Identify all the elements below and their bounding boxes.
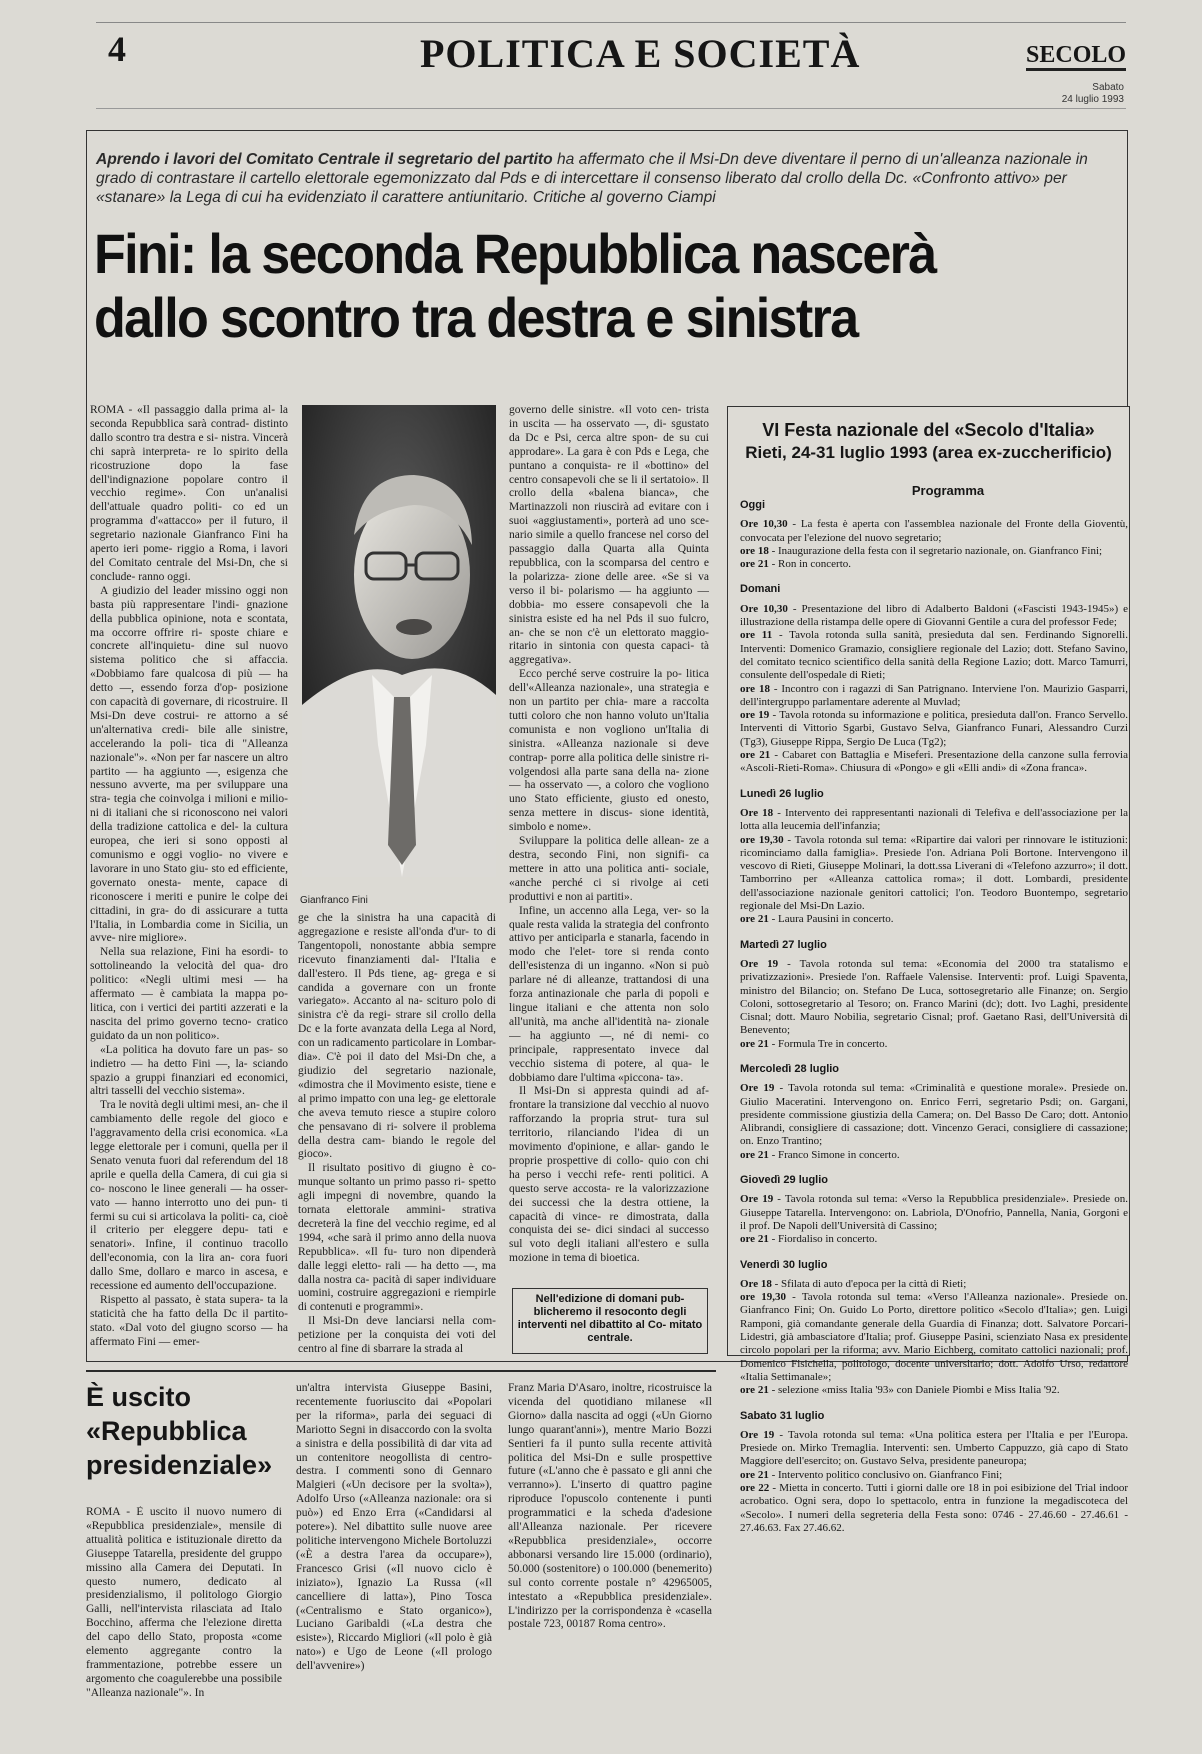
program-event: Ore 19 - Tavola rotonda sul tema: «Economia del 2000 tra statalismo e privatizzazioni». Presiede l'on. Raffaele Valensise. Interventi: prof. Luigi Spaventa, ministro del Bilancio; on. Stefano De Luca, sottosegretario alle Finanze; on. Sergio Coloni, sottosegretario al Tesoro; on. Franco Marini (dc); dott. Ivo Laghi, presidente Cisnal; dott. Mauro Nobilia, segretario Cisnal; prof. Gaetano Rasi, dell'Università di Benevento; [740, 957, 1129, 1037]
paragraph: ROMA - «Il passaggio dalla prima al- la seconda Repubblica sarà contrad- distinto dallo scontro tra destra e si- nistra. Vincerà chi saprà interpreta- re lo spirito della ricostruzione dopo la fase dell'indignazione popolare contro il vecchio regime». Con un'analisi dell'attuale quadro politi- co ed un programma d'«attacco» per il futuro, il segretario nazionale Gianfranco Fini ha aperto ieri pome- riggio a Roma, i lavori del Comitato centrale del Msi-Dn, che si conclude- ranno oggi. [90, 404, 288, 583]
headline-line-1: Fini: la seconda Repubblica nascerà [94, 222, 936, 285]
festa-subtitle: Rieti, 24-31 luglio 1993 (area ex-zuccherificio) [745, 443, 1112, 462]
paragraph: Infine, un accenno alla Lega, ver- so la quale resta valida la strategia del confronto attivo per anticiparla e stanarla, facendo in modo che l'elet- tore si renda conto dell'esistenza di un inganno. «Non si può parlare né di alleanze, trattandosi di una forza antinazionale che parla di popoli e lingue italiani e che attenta non solo all'unità, ma anche all'identità na- zionale — ha aggiunto —, né di nemi- co principale, rappresentato invece dal vecchio sistema di potere, al qua- le dobbiamo dare l'ultima «piccona- ta». [509, 904, 709, 1084]
program-event: ore 19 - Tavola rotonda su informazione e politica, presieduta dall'on. Franco Servello. Interventi di Vittorio Sgarbi, Gustavo Selva, Gianfranco Funari, Alessandro Curzi (Tg3), Giuseppe Rippa, Sergio De Luca (Tg2); [740, 709, 1128, 748]
bottom-column-3 [508, 1382, 712, 1746]
day-heading: Venerdì 30 luglio [740, 1258, 828, 1271]
program-event: ore 21 - Intervento politico conclusivo on. Gianfranco Fini; [740, 1468, 1003, 1481]
program-event: Ore 18 - Intervento dei rappresentanti nazionali di Telefiva e dell'associazione per la lotta alla leucemia dell'infanzia; [740, 806, 1128, 833]
day-heading: Sabato 31 luglio [740, 1409, 825, 1422]
paragraph: ge che la sinistra ha una capacità di aggregazione e resiste all'onda d'ur- to di Tangentopoli, nonostante abbia sempre ricevuto finanziamenti dal- l'Italia e dall'estero. Il Pds tiene, ag- grega e si candida a governare con un fronte variegato». Accanto al na- scituro polo di sinistra c'è da regi- strare sil crollo della Dc e la forte avanzata della Lega al Nord, con un radicamento particolare in Lombar- dia». C'è poi il dato del Msi-Dn che, a giudizio del segretario nazionale, «dimostra che il Movimento esiste, tiene e al primo impatto con una leg- ge elettorale che aveva temuto riesce a stupire coloro che pensavano di ri- solvere il problema della destra cam- biando le regole del gioco». [298, 912, 496, 1161]
program-event: Ore 18 - Sfilata di auto d'epoca per la città di Rieti; [740, 1277, 967, 1290]
article-kicker [96, 150, 1096, 207]
program-event: Ore 10,30 - La festa è aperta con l'assemblea nazionale del Fronte della Gioventù, convocata per l'elezione del nuovo segretario; [740, 518, 1128, 544]
paragraph: Sviluppare la politica delle allean- ze a destra, secondo Fini, non signifi- ca mettere in atto una politica anti- sociale, «anche perché ci si rivolge ai ceti produttivi e non ai partiti». [509, 835, 709, 903]
program-label: Programma [911, 483, 985, 498]
day-heading: Domani [740, 583, 781, 596]
festa-program-box [727, 406, 1130, 1534]
masthead-rule [96, 108, 1126, 109]
bottom-column-2 [296, 1382, 492, 1746]
photo-caption: Gianfranco Fini [300, 895, 368, 906]
program-event: ore 21 - Franco Simone in concerto. [740, 1148, 900, 1161]
paragraph: Tra le novità degli ultimi mesi, an- che il cambiamento delle regole del gioco e l'aggravamento della crisi economica. «La legge elettorale per i comuni, quella per il Senato venuta fuori dal referendum del 18 aprile e quella della Camera, di cui gia si co- noscono le linee generali — ha osser- vato — hanno interrotto uno dei pun- ti fermi su cui si articolava la politi- ca, cioè il criterio per eleggere depu- tati e senatori». Infine, il continuo tracollo dell'economia, con la lira an- cora fuori dallo Sme, dollaro e marco in ascesa, e recessione ed aumento dell'occupazione. [90, 1099, 288, 1293]
bottom-column-1 [86, 1506, 282, 1746]
program-event: ore 18 - Inaugurazione della festa con il segretario nazionale, on. Gianfranco Fini; [740, 544, 1103, 557]
section-title: POLITICA E SOCIETÀ [420, 31, 861, 76]
paragraph: Il Msi-Dn deve lanciarsi nella com- petizione per la conquista dei voti del centro al fine di sbarrare la strada al [298, 1315, 496, 1356]
festa-title: VI Festa nazionale del «Secolo d'Italia» [762, 420, 1095, 440]
program-event: ore 22 - Mietta in concerto. Tutti i giorni dalle ore 18 in poi esibizione del Trial indoor acrobatico. Ogni sera, dopo lo spettacolo, entra in funzione la megadiscoteca del «Secolo». I numeri della segreteria della Festa sono: 0746 - 27.46.60 - 27.46.61 - 27.46.63. Fax 27.46.62. [740, 1482, 1128, 1534]
article-column-3 [509, 404, 709, 1282]
program-event: ore 21 - Ron in concerto. [740, 558, 852, 571]
headline-line-2: dallo scontro tra destra e sinistra [94, 286, 858, 349]
program-event: Ore 10,30 - Presentazione del libro di Adalberto Baldoni («Fascisti 1943-1945») e illustrazione della ristampa delle opere di Giovanni Gentile a cura del professor Fede; [740, 602, 1129, 629]
portrait-illustration [302, 405, 496, 877]
paragraph: A giudizio del leader missino oggi non basta più rappresentare l'indi- gnazione della pubblica opinione, nota e scontata, ma occorre offrire ri- sposte chiare e concrete all'inquietu- dine sul nuovo sistema politico che si affaccia. «Dobbiamo fare qualcosa di più — ha detto —, essendo forza d'op- posizione con capacità di governare, di ricostruire. Il Msi-Dn deve costrui- re attorno a sé un'alternativa credi- bile alle sinistre, accelerando la poli- tica di "Alleanza nazionale"». «Non per far nascere un altro partito — ha aggiunto —, esigenza che nessuno avverte, ma per sviluppare una stra- tegia che coinvolga i milioni e milio- ni di italiani che si riconoscono nei valori della tradizione cattolica e del- la cultura europea, che ieri si sono opposti al comunismo e oggi voglio- no vivere e lavorare in uno Stato giu- sto ed efficiente, governato onesta- mente, capace di riconoscere i meriti e punire le colpe dei cittadini, in gra- do di assicurare a tutta l'Italia, in Lombardia come in Sicilia, un avve- nire migliore». [90, 584, 288, 945]
next-edition-note: Nell'edizione di domani pub- blicheremo il resoconto degli interventi nel dibattito al Co- mitato centrale. [512, 1288, 708, 1354]
day-heading: Martedì 27 luglio [740, 938, 827, 951]
article-column-2 [298, 912, 496, 1357]
day-heading: Mercoledì 28 luglio [740, 1062, 840, 1075]
paragraph: Ecco perché serve costruire la po- litica dell'«Alleanza nazionale», una strategia e non un partito per chia- mare a raccolta tutti coloro che non hanno voluto un'Italia comunista e non vogliono un'Italia di sinistra. «Alleanza nazionale si deve contrap- porre alla politica delle sinistre ri- volgendosi alla parte sana della na- zione — ha osservato —, a coloro che vogliono uno Stato efficiente, giusto ed onesto, senza mettere in discus- sione identità, simbolo e nome». [509, 668, 709, 834]
paragraph: ROMA - È uscito il nuovo numero di «Repubblica presidenziale», mensile di attualità politica e istituzionale diretto da Giuseppe Tatarella, presidente del gruppo missino alla Camera dei Deputati. In questo numero, dedicato al presidenzialismo, il politologo Giorgio Galli, nell'intervista rilasciata ad Italo Bocchino, afferma che l'elezione diretta del capo dello Stato, proposta «come elemento aggregante contro la frammentazione, potrebbe essere un argomento che coagulerebbe una possibile "Alleanza nazionale"». In [86, 1506, 282, 1699]
program-event: ore 18 - Incontro con i ragazzi di San Patrignano. Interviene l'on. Maurizio Gasparri, dell'intergruppo parlamentare aderente al Muvlad; [740, 682, 1128, 708]
date-weekday: Sabato [1092, 82, 1124, 93]
article-column-1 [90, 404, 288, 1352]
paragraph: Il Msi-Dn si appresta quindi ad af- frontare la transizione dal vecchio al nuovo rafforzando la propria strut- tura sul territorio, rilanciando l'idea di un movimento d'opinione, e allar- gando le proprie prospettive di collo- quio con chi ha perso i vecchi refe- renti politici. A questo serve accosta- re la valorizzazione dei successi che la destra ottiene, la capacità di vince- re dimostrata, dalla conquista dei se- dici sindaci al successo sul voto degli italiani all'estero e sulla mozione in tema di bioetica. [509, 1085, 709, 1265]
program-schedule [740, 487, 1128, 1535]
program-event: Ore 19 - Tavola rotonda sul tema: «Criminalità e questione morale». Presiede on. Giulio Maceratini. Intervengono on. Enrico Ferri, segretario Psdi; on. Gargani, presidente commissione giustizia della Camera; on. Del Basso De Caro; dott. Antonio Alibrandi, consigliere di cassazione; dott. Vincenzo Geraci, consigliere di cassazione; on. Enzo Trantino; [740, 1082, 1129, 1148]
program-event: ore 21 - Formula Tre in concerto. [740, 1037, 888, 1050]
day-heading: Oggi [740, 499, 766, 511]
program-event: ore 21 - selezione «miss Italia '93» con Daniele Piombi e Miss Italia '92. [740, 1384, 1060, 1397]
program-event: ore 21 - Fiordaliso in concerto. [740, 1233, 878, 1246]
day-heading: Giovedì 29 luglio [740, 1174, 829, 1187]
paragraph: Nella sua relazione, Fini ha esordi- to sottolineando la velocità del qua- dro politico: «Negli ultimi mesi — ha affermato — è cambiata la mappa po- litica, con i vertici dei partiti azzerati e la nascita del primo governo tecno- cratico guidato da un non politico». [90, 946, 288, 1042]
program-event: ore 11 - Tavola rotonda sulla sanità, presieduta dal sen. Ferdinando Signorelli. Interventi: Domenico Gramazio, consigliere regionale del Lazio; dott. Stefano Savino, del comitato tecnico scientifico della sanità della Regione Lazio; dott. Marco Tamurri, consulente dell'ospedale di Rieti; [740, 629, 1128, 682]
paragraph: un'altra intervista Giuseppe Basini, recentemente fuoriuscito dai «Popolari per la riforma», parla dei seguaci di Mariotto Segni in disaccordo con la svolta a sinistra e della possibilità di dar vita ad un contenitore neogollista di centro-destra. I commenti sono di Gennaro Malgieri («Un decisore per la svolta»), Adolfo Urso («Alleanza nazionale: ora si può») ed Enzo Erra («Candidarsi al potere»). Nel dibattito sulle nuove aree politiche intervengono Michele Bortoluzzi («È a destra l'area da occupare»), Francesco Grisi («Il nuovo ciclo è iniziato»), Ignazio La Russa («Il cancelliere di latta»), Pino Tosca («Centralismo e Stato organico»), Luciano Garibaldi («La destra che esiste»), Riccardo Migliori («Il polo è già nato») e Ugo de Leone («Il prologo dell'avvenire») [296, 1382, 492, 1673]
program-event: ore 19,30 - Tavola rotonda sul tema: «Verso l'Alleanza nazionale». Presiede on. Gianfranco Fini; On. Guido Lo Porto, direttore politico «Secolo d'Italia»; gen. Luigi Ramponi, già comandante generale della Guardia di Finanza; dott. Salvatore Porcari-Lidestri, già ambasciatore d'Italia; prof. Giuseppe Pasini, scienziato Nasa ex presidente circolo popolari per la riforma; avv. Mario Eichberg, comitato cattolici nazionali; prof. Domenico Fisichella, politologo, docente universitario; dott. Adolfo Urso, redattore «Italia Settimanale»; [740, 1291, 1128, 1383]
main-headline [94, 222, 1043, 350]
paragraph: «La politica ha dovuto fare un pas- so indietro — ha detto Fini —, la- sciando spazio a gruppi finanziari ed economici, altri tasselli del vecchio sistema». [90, 1043, 288, 1098]
program-event: Ore 19 - Tavola rotonda sul tema: «Una politica estera per l'Italia e per l'Europa. Presiede on. Mirko Tremaglia. Interventi: sen. Umberto Cappuzzo, già capo di Stato Maggiore dell'esercito; on. Gustavo Selva, presidente paneuropa; [740, 1428, 1128, 1468]
page-number: 4 [108, 29, 126, 69]
program-event: ore 21 - Laura Pausini in concerto. [740, 913, 894, 926]
bottom-article-title: È uscito «Repubblica presidenziale» [86, 1382, 273, 1480]
paragraph: Il risultato positivo di giugno è co- munque soltanto un primo passo ri- spetto agli impegni di novembre, quando la tornata elettorale ammini- strativa decreterà la fine del vecchio regime, ed al 1994, «che sarà il primo anno della nuova Repubblica». «Il fu- turo non dipenderà dalle leggi eletto- rali — ha detto —, ma dalla nostra ca- pacità di saper individuare uomini, costruire aggregazioni e riempirle di contenuti e programmi». [298, 1162, 496, 1314]
newspaper-logo: SECOLO [1026, 42, 1126, 71]
issue-date [1040, 82, 1124, 106]
paragraph: governo delle sinistre. «Il voto cen- trista in uscita — ha osservato —, di- sgustato da Dc e Psi, cerca altre spon- de su cui approdare». La gara è con Pds e Lega, che puntano a conquista- re il «bottino» del centro consapevoli che se li il sertatoio». Il crollo della «balena bianca», che Martinazzoli non riuscirà ad evitare con i suoi «aggiustamenti», porterà ad uno sce- nario simile a quello francese nel corso del passaggio dalla Quarta alla Quinta repubblica, con la scomparsa del centro e la polarizza- zione delle aree. «Se si va verso il bi- polarismo — ha aggiunto — dobbia- mo essere consapevoli che la sinistra esiste ed ha nel Pds il suo fulcro, an- che se non c'è un elettorato maggio- ritario in sintonia con questa capaci- tà aggregativa». [509, 404, 709, 667]
program-event: ore 19,30 - Tavola rotonda sul tema: «Ripartire dai valori per rinnovare le istituzioni: ricominciamo dalla famiglia». Presiede l'on. Adriana Poli Bortone. Intervengono il vescovo di Rieti, Giuseppe Molinari, la dott.ssa Liverani di «Telefono azzurro»; il dott. Tamborrino per «Alleanza cattolica roma»; il dott. Lombardi, presidente dell'associazione nazionale genitori cattolici; l'on. Teodoro Buontempo, segretario regionale del Msi-Dn Lazio. [740, 833, 1128, 913]
paragraph: Franz Maria D'Asaro, inoltre, ricostruisce la vicenda del quotidiano milanese «Il Giorno» dalla nascita ad oggi («Un Giorno lungo quarant'anni»), mentre Mario Bozzi Sentieri fa il punto sulla recente attività politica del Msi-Dn e sulle prospettive future («L'anno che è passato e gli anni che verranno»). L'inserto di quattro pagine riproduce l'opuscolo contenente i punti programmatici e la scheda d'adesione all'Alleanza nazionale. Per ricevere «Repubblica presidenziale», occorre abbonarsi versando lire 15.000 (ordinario), 50.000 (sostenitore) o 100.000 (benemerito) sul conto corrente postale n° 42965005, intestato a «Repubblica presidenziale». L'indirizzo per la corrispondenza è «casella postale 723, 00187 Roma centro». [508, 1382, 712, 1631]
photo-gianfranco-fini [302, 405, 496, 877]
top-rule [96, 22, 1126, 23]
bottom-rule [86, 1370, 716, 1372]
day-heading: Lunedì 26 luglio [740, 787, 824, 800]
date-full: 24 luglio 1993 [1061, 94, 1124, 105]
program-event: ore 21 - Cabaret con Battaglia e Miseferi. Presentazione della canzone sulla ferrovia «Ascoli-Rieti-Roma». Chiusura di «Pongo» e gli «Elli andi» di «Zona franca». [740, 749, 1128, 775]
kicker-bold: Aprendo i lavori del Comitato Centrale il segretario del partito [96, 151, 553, 168]
paragraph: Rispetto al passato, è stata supera- ta la staticità che ha fatto della Dc il partito-stato. «Dal voto del giugno scorso — ha affermato Fini — emer- [90, 1294, 288, 1348]
kicker-rest: ha affermato che il Msi-Dn deve diventare il perno di un'alleanza nazionale in grado di contrastare il cartello elettorale egemonizzato dal Pds e di intercettare il consenso liberato dal crollo della Dc. «Confronto attivo» per «stanare» la Lega di cui ha evidenziato il carattere antiunitario. Critiche al governo Ciampi [96, 151, 1088, 206]
program-event: Ore 19 - Tavola rotonda sul tema: «Verso la Repubblica presidenziale». Presiede on. Giuseppe Tatarella. Intervengono: on. Labriola, D'Onofrio, Pannella, Nania, Gorgoni e il prof. De Napoli dell'Università di Cassino; [740, 1193, 1129, 1232]
